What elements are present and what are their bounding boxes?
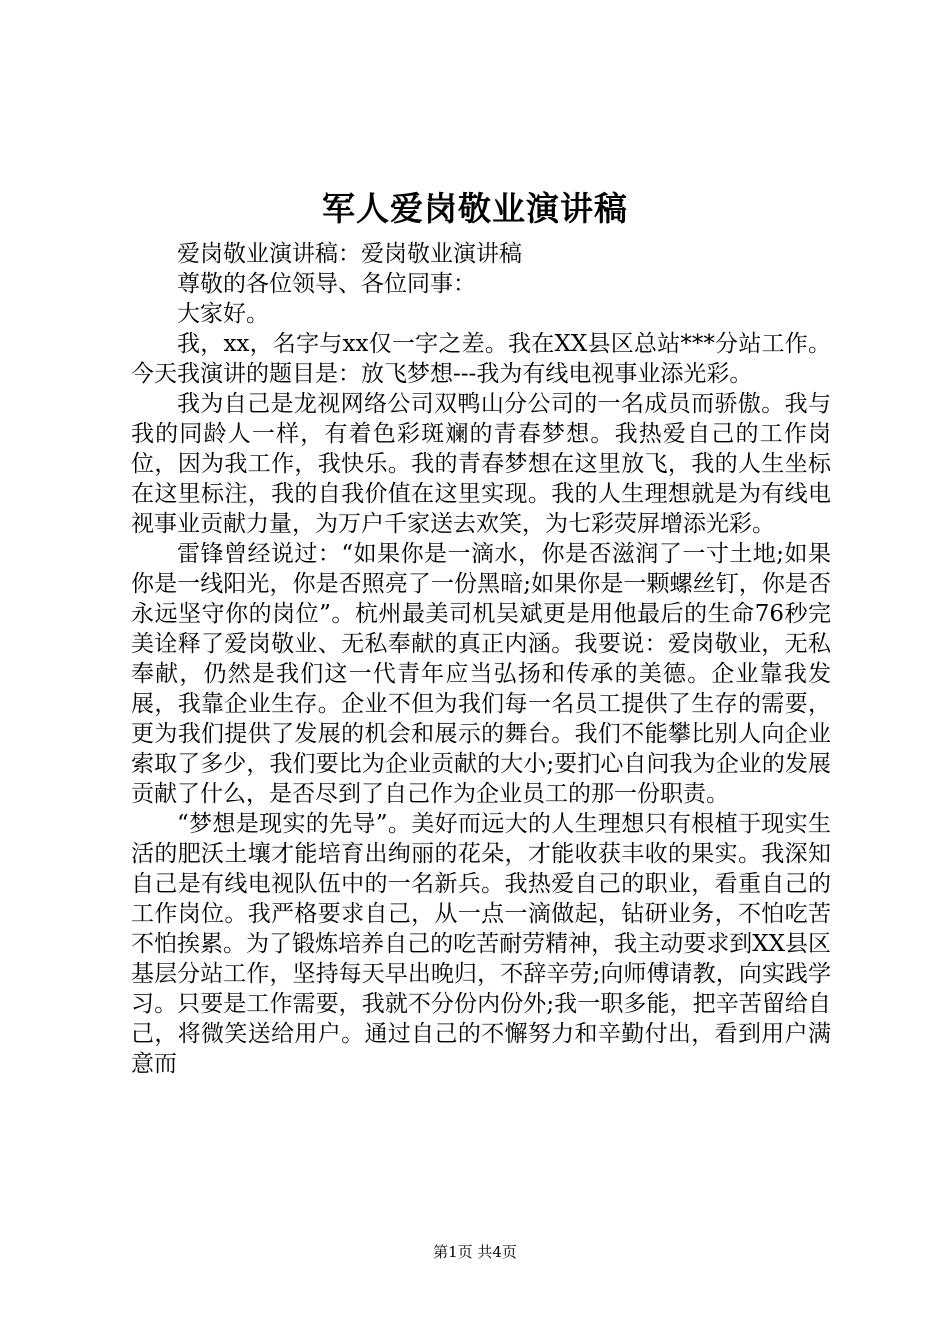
paragraph-subtitle: 爱岗敬业演讲稿：爱岗敬业演讲稿 <box>177 241 522 267</box>
document-body <box>131 239 831 1079</box>
paragraph-introduction: 我，xx，名字与xx仅一字之差。我在XX县区总站***分站工作。今天我演讲的题目是：放飞梦想---我为有线电视事业添光彩。 <box>131 331 831 387</box>
paragraph-pride: 我为自己是龙视网络公司双鸭山分公司的一名成员而骄傲。我与我的同龄人一样，有着色彩斑斓的青春梦想。我热爱自己的工作岗位，因为我工作，我快乐。我的青春梦想在这里放飞，我的人生坐标在这里标注，我的自我价值在这里实现。我的人生理想就是为有线电视事业贡献力量，为万户千家送去欢笑，为七彩荧屏增添光彩。 <box>131 391 831 537</box>
paragraph-leifeng-quote: 雷锋曾经说过：“如果你是一滴水，你是否滋润了一寸土地;如果你是一线阳光，你是否照亮了一份黑暗;如果你是一颗螺丝钉，你是否永远坚守你的岗位”。杭州最美司机吴斌更是用他最后的生命76秒完美诠释了爱岗敬业、无私奉献的真正内涵。我要说：爱岗敬业，无私奉献，仍然是我们这一代青年应当弘扬和传承的美德。企业靠我发展，我靠企业生存。企业不但为我们每一名员工提供了生存的需要，更为我们提供了发展的机会和展示的舞台。我们不能攀比别人向企业索取了多少，我们要比为企业贡献的大小;要扪心自问我为企业的发展贡献了什么，是否尽到了自己作为企业员工的那一份职责。 <box>131 541 831 807</box>
page-footer: 第1页 共4页 <box>433 1243 517 1261</box>
document-title: 军人爱岗敬业演讲稿 <box>322 189 628 228</box>
paragraph-greeting: 大家好。 <box>177 301 269 327</box>
paragraph-salutation: 尊敬的各位领导、各位同事： <box>177 271 476 297</box>
paragraph-dream: “梦想是现实的先导”。美好而远大的人生理想只有根植于现实生活的肥沃土壤才能培育出绚丽的花朵，才能收获丰收的果实。我深知自己是有线电视队伍中的一名新兵。我热爱自己的职业，看重自己的工作岗位。我严格要求自己，从一点一滴做起，钻研业务，不怕吃苦不怕挨累。为了锻炼培养自己的吃苦耐劳精神，我主动要求到XX县区基层分站工作，坚持每天早出晚归，不辞辛劳;向师傅请教，向实践学习。只要是工作需要，我就不分份内份外;我一职多能，把辛苦留给自己，将微笑送给用户。通过自己的不懈努力和辛勤付出，看到用户满意而 <box>131 811 831 1077</box>
